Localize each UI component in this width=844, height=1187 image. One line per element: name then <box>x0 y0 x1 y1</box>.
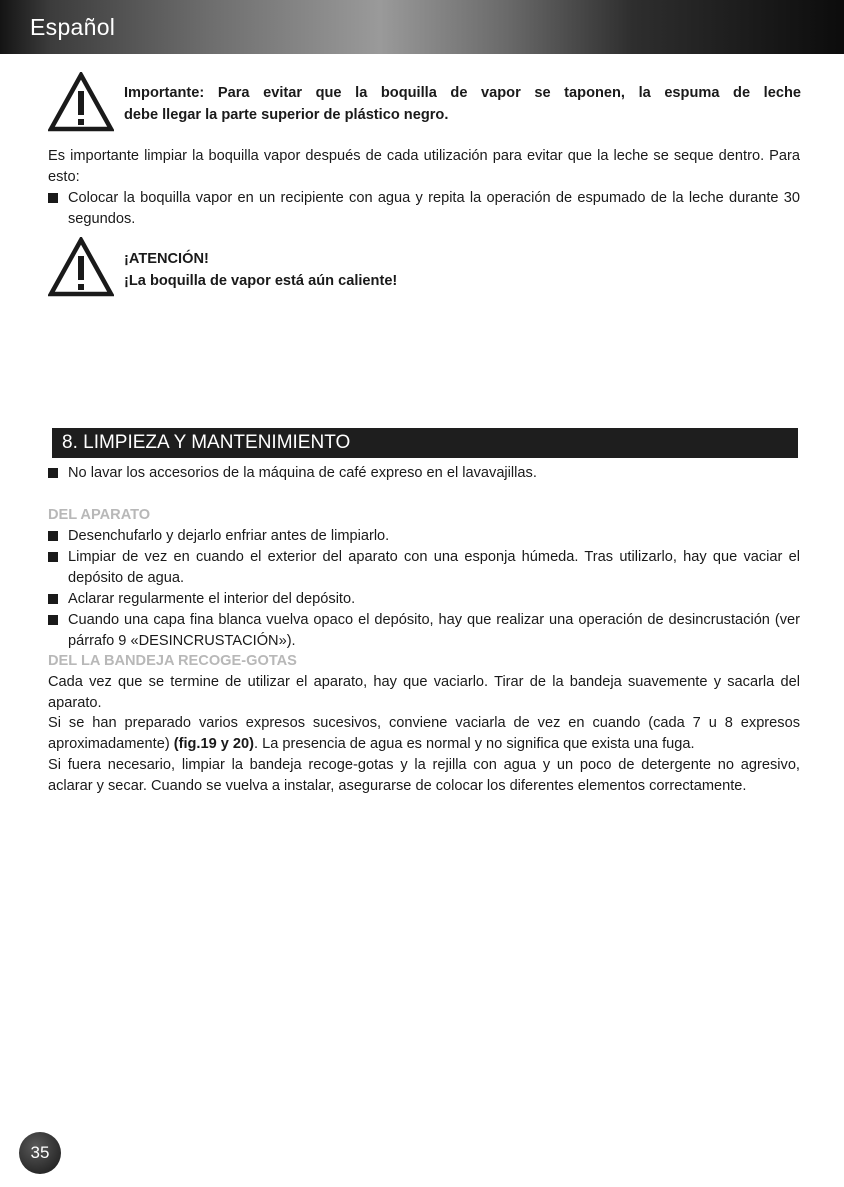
list-item-text: Colocar la boquilla vapor en un recipiente con agua y repita la operación de espumado de la leche durante 30 segundos. <box>68 190 800 227</box>
list-item-text: Desenchufarlo y dejarlo enfriar antes de limpiarlo. <box>68 528 390 544</box>
list-item <box>48 526 800 547</box>
bullet-square <box>48 468 58 478</box>
bandeja-paragraph-3: Si fuera necesario, limpiar la bandeja recoge-gotas y la rejilla con agua y un poco de detergente no agresivo, aclarar y secar. Cuando se vuelva a instalar, asegurarse de colocar los diferentes elementos correctamente. <box>48 757 800 794</box>
list-item <box>48 547 800 589</box>
bandeja-paragraph-2 <box>48 713 800 755</box>
list-item-text: Cuando una capa fina blanca vuelva opaco el depósito, hay que realizar una operación de desincrustación (ver párrafo 9 «DESINCRUSTACIÓN»). <box>68 612 800 649</box>
bullet-square <box>48 531 58 541</box>
header-bar <box>0 0 844 54</box>
bullet-square <box>48 594 58 604</box>
section-title: 8. LIMPIEZA Y MANTENIMIENTO <box>62 432 351 453</box>
language-title: Español <box>30 14 116 40</box>
page-number-badge: 35 <box>19 1132 61 1174</box>
bullet-square <box>48 552 58 562</box>
intro-paragraph: Es importante limpiar la boquilla vapor después de cada utilización para evitar que la leche se seque dentro. Para esto: <box>48 148 800 185</box>
list-item <box>48 463 800 484</box>
subheading-aparato: DEL APARATO <box>48 507 151 523</box>
attention-heading: ¡ATENCIÓN! <box>124 251 209 267</box>
attention-text: ¡La boquilla de vapor está aún caliente! <box>124 273 398 289</box>
bandeja-paragraph-1: Cada vez que se termine de utilizar el aparato, hay que vaciarlo. Tirar de la bandeja suavemente y sacarla del aparato. <box>48 674 800 711</box>
paragraph-text: . La presencia de agua es normal y no significa que exista una fuga. <box>254 736 695 752</box>
section-heading-bar <box>52 428 798 458</box>
list-item-text: No lavar los accesorios de la máquina de café expreso en el lavavajillas. <box>68 465 537 481</box>
warning-text-line1: Importante: Para evitar que la boquilla de vapor se taponen, la espuma de leche <box>124 85 801 101</box>
bullet-square <box>48 615 58 625</box>
bullet-square <box>48 193 58 203</box>
subheading-bandeja: DEL LA BANDEJA RECOGE-GOTAS <box>48 653 297 669</box>
list-item <box>48 610 800 652</box>
list-item-text: Aclarar regularmente el interior del depósito. <box>68 591 356 607</box>
list-item <box>48 589 800 610</box>
list-item-text: Limpiar de vez en cuando el exterior del aparato con una esponja húmeda. Tras utilizarlo, hay que vaciar el depósito de agua. <box>68 549 800 586</box>
warning-triangle-icon <box>48 237 114 297</box>
paragraph-text: Si se han preparado varios expresos sucesivos, conviene vaciarla de vez en cuando (cada 7 u 8 expresos aproximadamente) <box>48 715 800 752</box>
figure-reference: (fig.19 y 20) <box>173 736 255 752</box>
list-item <box>48 188 800 230</box>
warning-text-line2: debe llegar la parte superior de plástico negro. <box>124 107 449 123</box>
warning-triangle-icon <box>48 72 114 132</box>
